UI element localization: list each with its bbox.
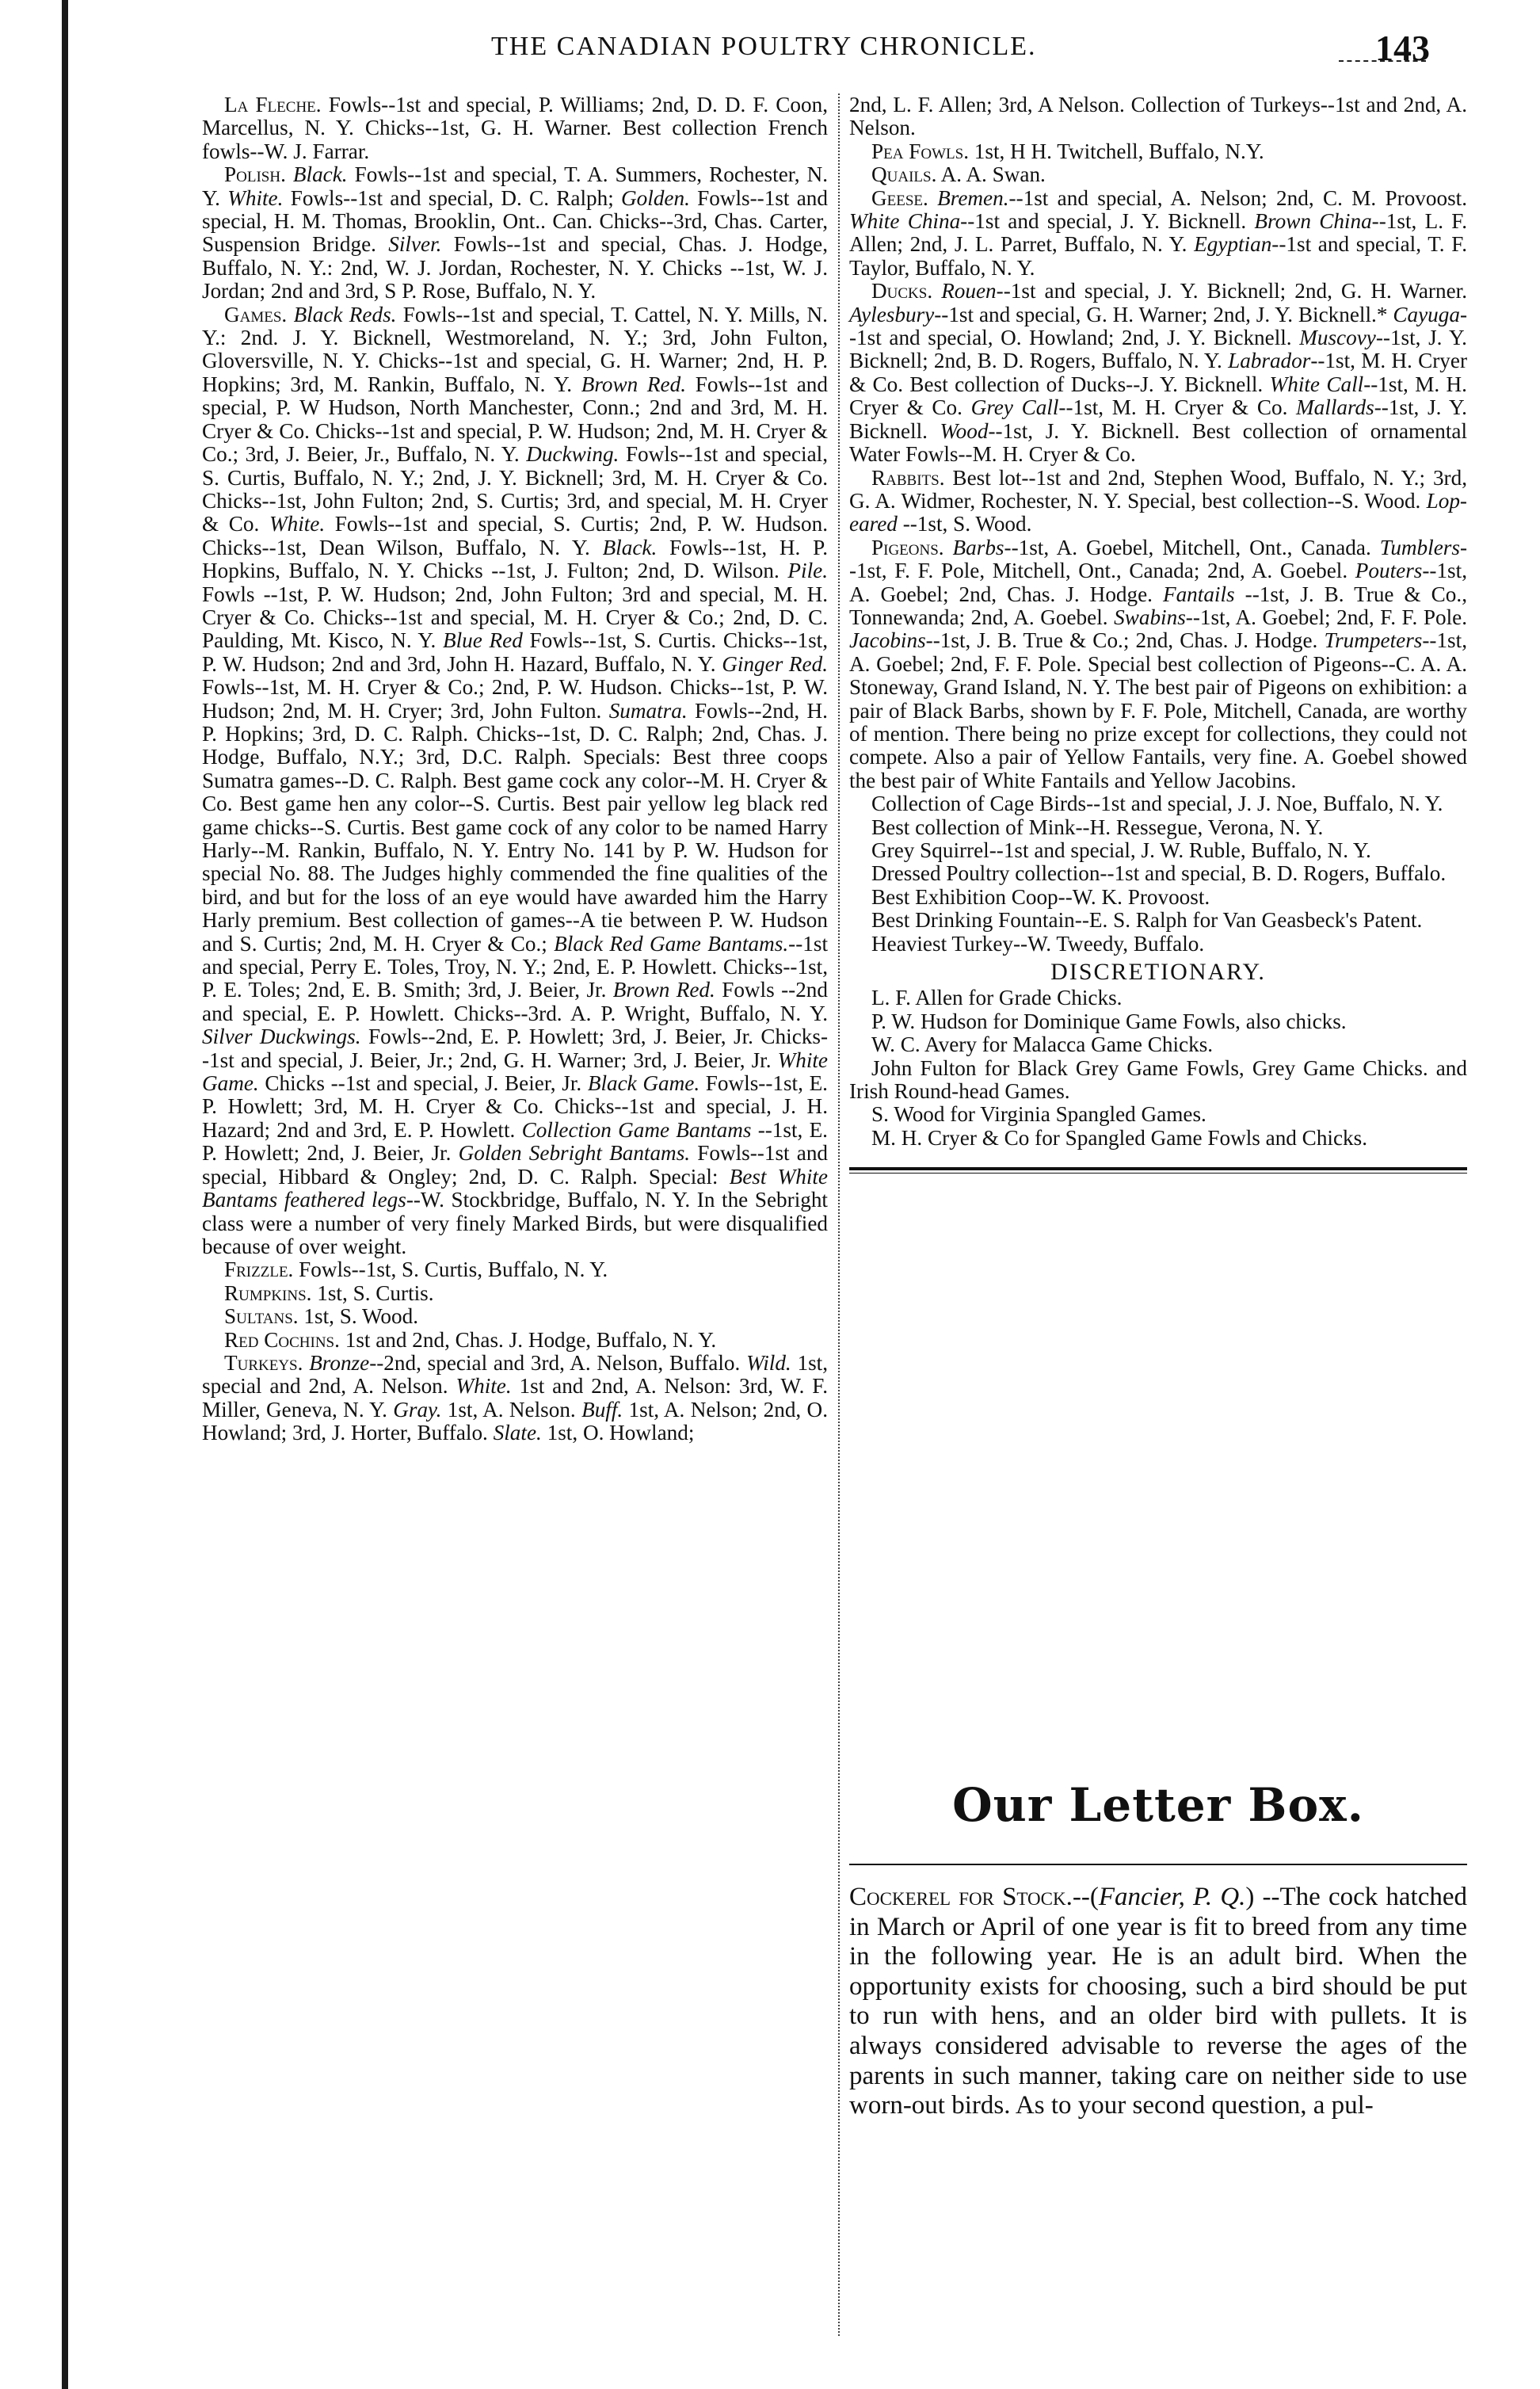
section-rule: [849, 1167, 1467, 1174]
right-column-paragraph: Collection of Cage Birds--1st and special, J. J. Noe, Buffalo, N. Y.: [871, 792, 1443, 816]
left-column-paragraph: La Fleche. Fowls--1st and special, P. Williams; 2nd, D. D. F. Coon, Marcellus, N. Y. Chicks--1st, G. H. Warner. Best collection French fowls--W. J. Farrar.: [202, 93, 828, 163]
right-column-paragraph: Pea Fowls. 1st, H H. Twitchell, Buffalo, N.Y.: [871, 139, 1264, 163]
discretionary-item-paragraph: P. W. Hudson for Dominique Game Fowls, also chicks.: [871, 1009, 1347, 1033]
right-column-paragraph: Rabbits. Best lot--1st and 2nd, Stephen Wood, Buffalo, N. Y.; 3rd, G. A. Widmer, Rochester, N. Y. Special, best collection--S. Wood. Lop-eared --1st, S. Wood.: [849, 465, 1467, 536]
right-column-paragraph: Ducks. Rouen--1st and special, J. Y. Bicknell; 2nd, G. H. Warner. Aylesbury--1st and special, G. H. Warner; 2nd, J. Y. Bicknell.* Cayuga--1st and special, O. Howland; 2nd, J. Y. Bicknell. Muscovy--1st, J. Y. Bicknell; 2nd, B. D. Rogers, Buffalo, N. Y. Labrador--1st, M. H. Cryer & Co. Best collection of Ducks--J. Y. Bicknell. White Call--1st, M. H. Cryer & Co. Grey Call--1st, M. H. Cryer & Co. Mallards--1st, J. Y. Bicknell. Wood--1st, J. Y. Bicknell. Best collection of ornamental Water Fowls--M. H. Cryer & Co.: [849, 279, 1468, 467]
right-column-paragraph: Heaviest Turkey--W. Tweedy, Buffalo.: [871, 931, 1205, 956]
right-column-paragraph: Pigeons. Barbs--1st, A. Goebel, Mitchell, Ont., Canada. Tumblers--1st, F. F. Pole, Mitchell, Ont., Canada; 2nd, A. Goebel. Pouters--1st, A. Goebel; 2nd, Chas. J. Hodge. Fantails --1st, J. B. True & Co., Tonnewanda; 2nd, A. Goebel. Swabins--1st, A. Goebel; 2nd, F. F. Pole. Jacobins--1st, J. B. True & Co.; 2nd, Chas. J. Hodge. Trumpeters--1st, A. Goebel; 2nd, F. F. Pole. Special best collection of Pigeons--C. A. A. Stoneway, Grand Island, N. Y. The best pair of Pigeons on exhibition: a pair of Black Barbs, shown by F. F. Pole, Mitchell, Canada, are worthy of mention. There being no prize except for collections, they could not compete. Also a pair of Yellow Fantails, very fine. A. Goebel showed the best pair of White Fantails and Yellow Jacobins.: [849, 535, 1467, 792]
publication-title: THE CANADIAN POULTRY CHRONICLE.: [491, 32, 1037, 61]
right-column-paragraph: Best Drinking Fountain--E. S. Ralph for Van Geasbeck's Patent.: [871, 908, 1423, 933]
left-column: [202, 93, 828, 1445]
left-column-paragraph: Turkeys. Bronze--2nd, special and 3rd, A. Nelson, Buffalo. Wild. 1st, special and 2nd, A. Nelson. White. 1st and 2nd, A. Nelson: 3rd, W. F. Miller, Geneva, N. Y. Gray. 1st, A. Nelson. Buff. 1st, A. Nelson; 2nd, O. Howland; 3rd, J. Horter, Buffalo. Slate. 1st, O. Howland;: [202, 1350, 828, 1445]
letter-box-heading: Our Letter Box.: [952, 1778, 1364, 1832]
right-column-paragraph: Best Exhibition Coop--W. K. Provoost.: [871, 884, 1210, 909]
left-column-paragraph: Games. Black Reds. Fowls--1st and special, T. Cattel, N. Y. Mills, N. Y.: 2nd. J. Y. Bicknell, Westmoreland, N. Y.; 3rd, John Fulton, Gloversville, N. Y. Chicks--1st and special, G. H. Warner; 2nd, H. P. Hopkins; 3rd, M. Rankin, Buffalo, N. Y. Brown Red. Fowls--1st and special, P. W Hudson, North Manchester, Conn.; 2nd and 3rd, M. H. Cryer & Co. Chicks--1st and special, P. W. Hudson; 2nd, M. H. Cryer & Co.; 3rd, J. Beier, Jr., Buffalo, N. Y. Duckwing. Fowls--1st and special, S. Curtis, Buffalo, N. Y.; 2nd, J. Y. Bicknell; 3rd, M. H. Cryer & Co. Chicks--1st, John Fulton; 2nd, S. Curtis; 3rd, and special, M. H. Cryer & Co. White. Fowls--1st and special, S. Curtis; 2nd, P. W. Hudson. Chicks--1st, Dean Wilson, Buffalo, N. Y. Black. Fowls--1st, H. P. Hopkins, Buffalo, N. Y. Chicks --1st, J. Fulton; 2nd, D. Wilson. Pile. Fowls --1st, P. W. Hudson; 2nd, John Fulton; 3rd and special, M. H. Cryer & Co. Chicks--1st and special, M. H. Cryer & Co.; 2nd, D. C. Paulding, Mt. Kisco, N. Y. Blue Red Fowls--1st, S. Curtis. Chicks--1st, P. W. Hudson; 2nd and 3rd, John H. Hazard, Buffalo, N. Y. Ginger Red. Fowls--1st, M. H. Cryer & Co.; 2nd, P. W. Hudson. Chicks--1st, P. W. Hudson; 2nd, M. H. Cryer; 3rd, John Fulton. Sumatra. Fowls--2nd, H. P. Hopkins; 3rd, D. C. Ralph. Chicks--1st, D. C. Ralph; 2nd, Chas. J. Hodge, Buffalo, N.Y.; 3rd, D.C. Ralph. Specials: Best three coops Sumatra games--D. C. Ralph. Best game cock any color--M. H. Cryer & Co. Best game hen any color--S. Curtis. Best pair yellow leg black red game chicks--S. Curtis. Best game cock of any color to be named Harry Harly--M. Rankin, Buffalo, N. Y. Entry No. 141 by P. W. Hudson for special No. 88. The Judges highly commended the fine qualities of the bird, and but for the loss of an eye would have awarded him the Harry Harly premium. Best collection of games--A tie between P. W. Hudson and S. Curtis; 2nd, M. H. Cryer & Co.; Black Red Game Bantams.--1st and special, Perry E. Toles, Troy, N. Y.; 2nd, E. P. Howlett. Chicks--1st, P. E. Toles; 2nd, E. B. Smith; 3rd, J. Beier, Jr. Brown Red. Fowls --2nd and special, E. P. Howlett. Chicks--3rd. A. P. Wright, Buffalo, N. Y. Silver Duckwings. Fowls--2nd, E. P. Howlett; 3rd, J. Beier, Jr. Chicks--1st and special, J. Beier, Jr.; 2nd, G. H. Warner; 3rd, J. Beier, Jr. White Game. Chicks --1st and special, J. Beier, Jr. Black Game. Fowls--1st, E. P. Howlett; 3rd, M. H. Cryer & Co. Chicks--1st and special, J. H. Hazard; 2nd and 3rd, E. P. Howlett. Collection Game Bantams --1st, E. P. Howlett; 2nd, J. Beier, Jr. Golden Sebright Bantams. Fowls--1st and special, Hibbard & Ongley; 2nd, D. C. Ralph. Special: Best White Bantams feathered legs--W. Stockbridge, Buffalo, N. Y. In the Sebright class were a number of very finely Marked Birds, but were disqualified because of over weight.: [202, 302, 829, 1258]
letter-box-text: Cockerel for Stock.--(Fancier, P. Q.) --The cock hatched in March or April of one year is fit to breed from any time in the following year. He is an adult bird. When the opportunity exists for choosing, such a bird should be put to run with hens, and an older bird with pullets. It is always considered advisable to reverse the ages of the parents in such manner, taking care on neither side to use worn-out birds. As to your second question, a pul-: [849, 1883, 1467, 2120]
page-header: [0, 28, 1540, 79]
right-column-paragraph: Dressed Poultry collection--1st and special, B. D. Rogers, Buffalo.: [871, 861, 1447, 886]
column-divider: [838, 93, 840, 2336]
scan-edge: [62, 0, 68, 2389]
right-column-paragraph: Grey Squirrel--1st and special, J. W. Ruble, Buffalo, N. Y.: [871, 838, 1371, 862]
right-column-paragraph: Geese. Bremen.--1st and special, A. Nelson; 2nd, C. M. Provoost. White China--1st and special, J. Y. Bicknell. Brown China--1st, L. F. Allen; 2nd, J. L. Parret, Buffalo, N. Y. Egyptian--1st and special, T. F. Taylor, Buffalo, N. Y.: [849, 185, 1468, 280]
left-column-paragraph: Red Cochins. 1st and 2nd, Chas. J. Hodge, Buffalo, N. Y.: [224, 1327, 717, 1352]
discretionary-item-paragraph: W. C. Avery for Malacca Game Chicks.: [871, 1032, 1214, 1057]
discretionary-item-paragraph: John Fulton for Black Grey Game Fowls, Grey Game Chicks. and Irish Round-head Games.: [849, 1055, 1467, 1104]
left-column-paragraph: Sultans. 1st, S. Wood.: [224, 1304, 419, 1329]
discretionary-heading: DISCRETIONARY.: [1050, 959, 1266, 986]
page-number: 143: [1375, 28, 1430, 68]
discretionary-item-paragraph: S. Wood for Virginia Spangled Games.: [871, 1102, 1206, 1127]
header-rule: [1339, 60, 1426, 62]
right-column-paragraph: Best collection of Mink--H. Ressegue, Verona, N. Y.: [871, 815, 1324, 839]
left-column-paragraph: Polish. Black. Fowls--1st and special, T. A. Summers, Rochester, N. Y. White. Fowls--1st and special, D. C. Ralph; Golden. Fowls--1st and special, H. M. Thomas, Brooklin, Ont.. Can. Chicks--3rd, Chas. Carter, Suspension Bridge. Silver. Fowls--1st and special, Chas. J. Hodge, Buffalo, N. Y.: 2nd, W. J. Jordan, Rochester, N. Y. Chicks --1st, W. J. Jordan; 2nd and 3rd, S P. Rose, Buffalo, N. Y.: [202, 162, 829, 303]
left-column-paragraph: Rumpkins. 1st, S. Curtis.: [224, 1280, 434, 1305]
discretionary-item-paragraph: M. H. Cryer & Co for Spangled Game Fowls and Chicks.: [871, 1125, 1368, 1150]
right-column: [849, 93, 1467, 1189]
right-column-awards: [849, 93, 1467, 956]
right-column-paragraph: Quails. A. A. Swan.: [871, 162, 1046, 187]
left-column-paragraph: Frizzle. Fowls--1st, S. Curtis, Buffalo, N. Y.: [224, 1257, 608, 1282]
right-column-paragraph: 2nd, L. F. Allen; 3rd, A Nelson. Collection of Turkeys--1st and 2nd, A. Nelson.: [849, 93, 1467, 140]
letter-box-rule: [849, 1864, 1467, 1865]
discretionary-list: [849, 987, 1467, 1150]
discretionary-item-paragraph: L. F. Allen for Grade Chicks.: [871, 986, 1123, 1010]
